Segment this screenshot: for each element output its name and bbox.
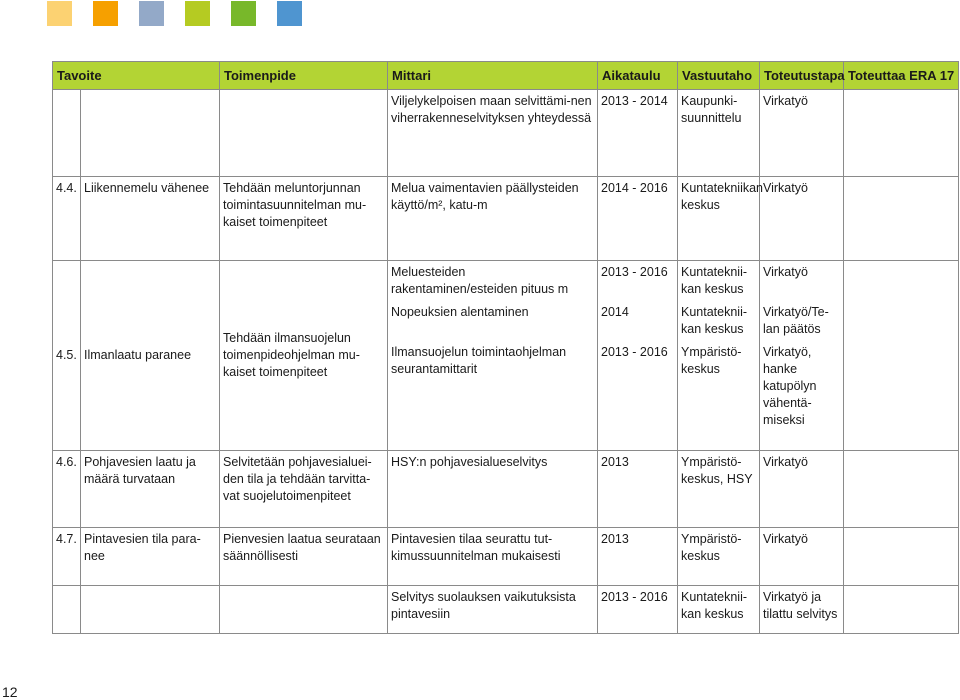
aikataulu-cell: 2013 - 2016	[598, 585, 678, 633]
header-tavoite: Tavoite	[53, 62, 220, 90]
table-header-row	[53, 62, 959, 90]
tavoite-cell: Pohjavesien laatu ja määrä turvataan	[81, 450, 220, 527]
toimenpide-cell: Pienvesien laatua seurataan säännöllisesti	[220, 527, 388, 585]
header-mittari: Mittari	[388, 62, 598, 90]
toimenpide-cell: Tehdään ilmansuojelun toimenpideohjelman mu-kaiset toimenpiteet	[220, 261, 388, 451]
table-row	[53, 450, 959, 527]
table-row	[53, 527, 959, 585]
toimenpide-cell: Selvitetään pohjavesialuei-den tila ja tehdään tarvitta-vat suojelutoimenpiteet	[220, 450, 388, 527]
vastuutaho-cell: Ympäristö-keskus	[678, 341, 760, 450]
row-number: 4.7.	[53, 527, 81, 585]
toteuttaa-cell	[844, 527, 959, 585]
toteutustapa-cell: Virkatyö	[760, 177, 844, 261]
color-swatch	[185, 1, 210, 26]
toteutustapa-cell: Virkatyö, hanke katupölyn vähentä-miseksi	[760, 341, 844, 450]
toteutustapa-cell: Virkatyö	[760, 527, 844, 585]
mittari-cell: Nopeuksien alentaminen	[388, 301, 598, 341]
toteuttaa-cell	[844, 261, 959, 451]
color-swatch	[93, 1, 118, 26]
table-cell	[53, 585, 81, 633]
vastuutaho-cell: Kuntateknii-kan keskus	[678, 301, 760, 341]
mittari-cell: Ilmansuojelun toimintaohjelman seurantamittarit	[388, 341, 598, 450]
aikataulu-cell: 2014 - 2016	[598, 177, 678, 261]
aikataulu-cell: 2014	[598, 301, 678, 341]
aikataulu-cell: 2013	[598, 527, 678, 585]
mittari-cell: Melua vaimentavien päällysteiden käyttö/m², katu-m	[388, 177, 598, 261]
vastuutaho-cell: Ympäristö-keskus	[678, 527, 760, 585]
vastuutaho-cell: Kaupunki-suunnittelu	[678, 90, 760, 177]
toteutustapa-cell: Virkatyö	[760, 450, 844, 527]
header-toteutustapa: Toteutustapa	[760, 62, 844, 90]
toteuttaa-cell	[844, 90, 959, 177]
mittari-cell: Meluesteiden rakentaminen/esteiden pituus m	[388, 261, 598, 302]
mittari-cell: Selvitys suolauksen vaikutuksista pintavesiin	[388, 585, 598, 633]
header-toimenpide: Toimenpide	[220, 62, 388, 90]
toteuttaa-cell	[844, 177, 959, 261]
page-number: 12	[2, 684, 18, 700]
toteutustapa-cell: Virkatyö	[760, 90, 844, 177]
aikataulu-cell: 2013 - 2016	[598, 261, 678, 302]
toteutustapa-cell: Virkatyö/Te-lan päätös	[760, 301, 844, 341]
aikataulu-cell: 2013 - 2016	[598, 341, 678, 450]
header-toteuttaa: Toteuttaa ERA 17	[844, 62, 959, 90]
toteuttaa-cell	[844, 585, 959, 633]
toimenpide-cell: Tehdään meluntorjunnan toimintasuunnitelman mu-kaiset toimenpiteet	[220, 177, 388, 261]
header-vastuutaho: Vastuutaho	[678, 62, 760, 90]
action-plan-table	[52, 61, 958, 634]
vastuutaho-cell: Kuntatekniikan keskus	[678, 177, 760, 261]
table-cell	[81, 585, 220, 633]
vastuutaho-cell: Ympäristö-keskus, HSY	[678, 450, 760, 527]
row-number: 4.4.	[53, 177, 81, 261]
tavoite-cell: Liikennemelu vähenee	[81, 177, 220, 261]
color-swatch	[231, 1, 256, 26]
mittari-cell: HSY:n pohjavesialueselvitys	[388, 450, 598, 527]
table-row	[53, 585, 959, 633]
color-swatch	[277, 1, 302, 26]
vastuutaho-cell: Kuntateknii-kan keskus	[678, 585, 760, 633]
color-swatch	[139, 1, 164, 26]
color-swatch	[47, 1, 72, 26]
table-row	[53, 261, 959, 302]
color-swatch-strip	[47, 1, 323, 26]
row-number: 4.5.	[53, 261, 81, 451]
table-row	[53, 177, 959, 261]
aikataulu-cell: 2013	[598, 450, 678, 527]
table-cell	[53, 90, 81, 177]
tavoite-cell: Pintavesien tila para-nee	[81, 527, 220, 585]
vastuutaho-cell: Kuntateknii-kan keskus	[678, 261, 760, 302]
mittari-cell: Pintavesien tilaa seurattu tut-kimussuunnitelman mukaisesti	[388, 527, 598, 585]
table-row	[53, 90, 959, 177]
toteuttaa-cell	[844, 450, 959, 527]
table-cell	[220, 90, 388, 177]
table-cell	[220, 585, 388, 633]
toteutustapa-cell: Virkatyö	[760, 261, 844, 302]
tavoite-cell: Ilmanlaatu paranee	[81, 261, 220, 451]
mittari-cell: Viljelykelpoisen maan selvittämi-nen viherrakenneselvityksen yhteydessä	[388, 90, 598, 177]
header-aikataulu: Aikataulu	[598, 62, 678, 90]
row-number: 4.6.	[53, 450, 81, 527]
table-cell	[81, 90, 220, 177]
toteutustapa-cell: Virkatyö ja tilattu selvitys	[760, 585, 844, 633]
aikataulu-cell: 2013 - 2014	[598, 90, 678, 177]
